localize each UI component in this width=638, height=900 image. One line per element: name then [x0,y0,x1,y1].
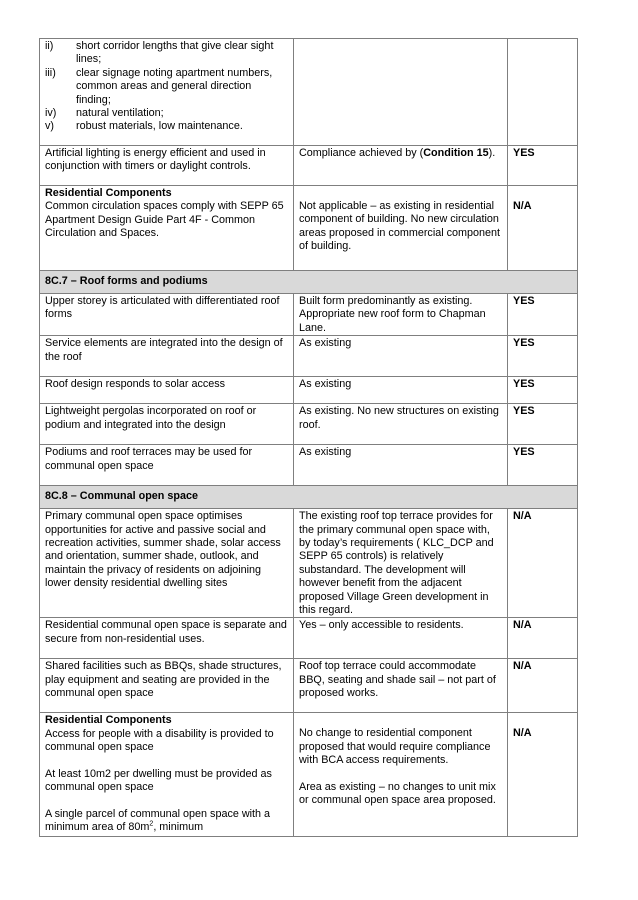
list-text: clear signage noting apartment numbers, common areas and general direction finding; [76,66,273,106]
comment-text: Compliance achieved by ( [299,147,424,159]
requirement-cell: Lightweight pergolas incorporated on roof or podium and integrated into the design [40,404,294,445]
requirement-cell: Upper storey is articulated with differentiated roof forms [40,294,294,336]
requirement-cell: Roof design responds to solar access [40,377,294,404]
requirement-text: Circulation and Spaces. [45,227,160,240]
status-value: N/A [513,727,532,740]
section-title: 8C.7 – Roof forms and podiums [40,271,578,294]
list-text: natural ventilation; [76,107,164,120]
status-cell: YES [508,336,578,377]
comment-text: Not applicable – as existing in residential component of building. No new circulation areas proposed in commercial component of building. [299,200,501,253]
list-item [45,107,288,120]
comment-cell: Yes – only accessible to residents. [294,618,508,659]
list-text: robust materials, low maintenance. [76,120,243,133]
status-cell: YES [508,377,578,404]
status-cell: YES [508,445,578,486]
roman-list [45,40,288,134]
comment-cell: Built form predominantly as existing. Appropriate new roof form to Chapman Lane. [294,294,508,336]
requirement-cell [40,39,294,146]
requirement-cell: Podiums and roof terraces may be used for communal open space [40,445,294,486]
table-row [40,186,578,271]
status-value: N/A [513,200,532,212]
status-cell [508,186,578,271]
superscript: 2 [149,820,154,828]
table-row [40,294,578,336]
requirement-text-part: A single parcel of communal open space with a minimum area of 80m [45,807,271,833]
status-cell: N/A [508,659,578,713]
requirement-cell [40,186,294,271]
subheading: Residential Components [45,187,172,199]
section-header-row [40,486,578,509]
list-number: ii) [45,40,54,52]
table-row [40,336,578,377]
list-item [45,120,288,133]
comment-cell: Roof top terrace could accommodate BBQ, seating and shade sail – not part of proposed works. [294,659,508,713]
requirement-text-part: , minimum [153,820,204,833]
table-row [40,39,578,146]
list-number: iv) [45,107,57,120]
status-cell: N/A [508,618,578,659]
comment-cell [294,146,508,186]
comment-text: Area as existing – no changes to unit mix or communal open space area proposed. [299,780,496,807]
requirement-text: Access for people with a disability is provided to communal open space [45,727,274,754]
table-row [40,445,578,486]
requirement-cell: Residential communal open space is separate and secure from non-residential uses. [40,618,294,659]
requirement-text: At least 10m2 per dwelling must be provided as communal open space [45,767,272,794]
list-number: v) [45,120,54,133]
comment-cell: As existing [294,377,508,404]
comment-cell: As existing. No new structures on existing roof. [294,404,508,445]
section-title: 8C.8 – Communal open space [40,486,578,509]
comment-cell: As existing [294,445,508,486]
requirement-cell: Primary communal open space optimises opportunities for active and passive social and recreation activities, summer shade, solar access and orientation, summer shade, outlook, and maintain the privacy of residents on adjoining lower density residential dwelling sites [40,509,294,618]
compliance-table [39,38,578,837]
table-row [40,618,578,659]
requirement-cell [40,713,294,837]
status-cell: YES [508,404,578,445]
status-cell [508,713,578,837]
table-row [40,146,578,186]
table-row [40,377,578,404]
list-item [45,67,288,107]
status-cell: YES [508,146,578,186]
requirement-cell: Shared facilities such as BBQs, shade structures, play equipment and seating are provided in the communal open space [40,659,294,713]
comment-cell [294,186,508,271]
requirement-cell: Service elements are integrated into the design of the roof [40,336,294,377]
condition-reference: Condition 15 [423,147,489,159]
requirement-cell: Artificial lighting is energy efficient and used in conjunction with timers or daylight controls. [40,146,294,186]
status-cell [508,39,578,146]
list-text: short corridor lengths that give clear sight lines; [76,40,274,66]
comment-cell: The existing roof top terrace provides for the primary communal open space with, by today’s requirements ( KLC_DCP and SEPP 65 controls) is relatively substandard. The development will however benefit from the adjacent proposed Village Green development in this regard. [294,509,508,618]
list-item [45,40,288,67]
status-cell: YES [508,294,578,336]
table-row [40,509,578,618]
requirement-text: Common circulation spaces comply with SEPP 65 Apartment Design Guide Part 4F - Common [45,200,284,226]
status-cell: N/A [508,509,578,618]
table-row [40,404,578,445]
subheading: Residential Components [45,714,172,727]
table-row [40,659,578,713]
section-header-row [40,271,578,294]
table-row [40,713,578,837]
list-number: iii) [45,66,56,79]
requirement-text [45,808,288,835]
comment-text: ). [488,147,496,159]
comment-cell [294,713,508,837]
comment-cell: As existing [294,336,508,377]
comment-cell [294,39,508,146]
comment-text: No change to residential component proposed that would require compliance with BCA access requirements. [299,727,491,767]
